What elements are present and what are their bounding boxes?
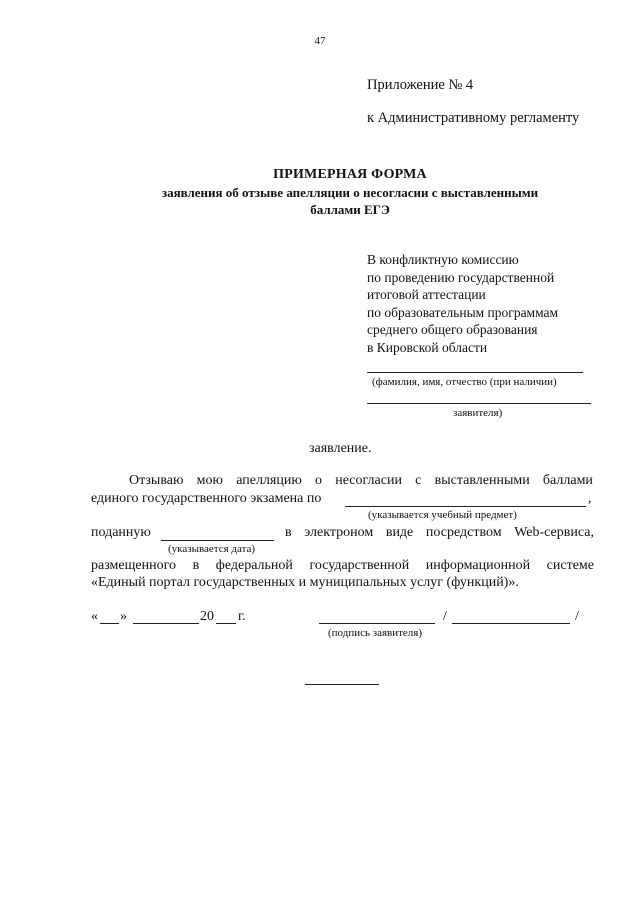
form-subtitle-line2: баллами ЕГЭ xyxy=(310,202,390,217)
body-line-2-comma: , xyxy=(588,491,592,506)
year-field[interactable] xyxy=(216,623,236,624)
date-caption: (указывается дата) xyxy=(168,543,256,555)
body-word: в xyxy=(192,558,200,573)
body-word: апелляцию xyxy=(236,473,302,488)
appendix-label: Приложение № 4 xyxy=(367,77,474,93)
body-word: баллами xyxy=(542,473,593,488)
body-word: Web-сервиса, xyxy=(514,525,594,540)
statement-heading: заявление. xyxy=(309,441,372,456)
signature-field[interactable] xyxy=(319,623,435,624)
applicant-name-field-2[interactable] xyxy=(367,403,591,404)
body-word: в xyxy=(285,525,292,540)
form-subtitle-line1: заявления об отзыве апелляции о несогласии с выставленными xyxy=(161,185,539,200)
body-word: выставленными xyxy=(434,473,530,488)
body-word: с xyxy=(415,473,422,488)
body-word: несогласии xyxy=(335,473,402,488)
subject-field[interactable] xyxy=(345,506,586,507)
addressee-line: итоговой аттестации xyxy=(367,287,486,303)
body-line-2-start: единого государственного экзамена по xyxy=(91,491,322,506)
body-word: федеральной xyxy=(215,558,293,573)
body-line-3 xyxy=(285,525,594,541)
body-word: системе xyxy=(546,558,594,573)
body-word: размещенного xyxy=(91,558,176,573)
addressee-line: В конфликтную комиссию xyxy=(367,252,519,267)
addressee-line: по проведению государственной xyxy=(367,269,555,285)
addressee-line: по образовательным программам xyxy=(367,304,559,320)
day-field[interactable] xyxy=(100,623,119,624)
subject-caption: (указывается учебный предмет) xyxy=(368,509,517,521)
body-word: посредством xyxy=(425,525,502,540)
year-prefix: 20 xyxy=(200,609,214,624)
body-word: государственной xyxy=(309,558,410,573)
month-field[interactable] xyxy=(133,623,199,624)
body-word: информационной xyxy=(425,558,531,573)
addressee-block xyxy=(367,251,558,357)
applicant-name-field[interactable] xyxy=(367,372,583,373)
page-number: 47 xyxy=(314,35,326,47)
regulation-reference: к Административному регламенту xyxy=(367,110,580,126)
body-word: мою xyxy=(196,473,223,488)
signature-slash-2: / xyxy=(575,609,579,624)
addressee-line: в Кировской области xyxy=(367,339,488,355)
addressee-line: среднего общего образования xyxy=(367,322,538,338)
date-open-quote: « xyxy=(91,609,98,624)
end-separator-line xyxy=(305,684,379,685)
signature-caption: (подпись заявителя) xyxy=(328,627,423,639)
applicant-name-caption: (фамилия, имя, отчество (при наличии) xyxy=(372,376,557,388)
body-line-1 xyxy=(129,473,593,489)
date-close-quote: » xyxy=(120,609,127,624)
signature-transcript-field[interactable] xyxy=(452,623,570,624)
year-suffix: г. xyxy=(238,609,246,624)
body-line-5: «Единый портал государственных и муниципальных услуг (функций)». xyxy=(91,575,519,590)
form-title: ПРИМЕРНАЯ ФОРМА xyxy=(273,167,427,182)
body-word: Отзываю xyxy=(129,473,184,488)
body-word: виде xyxy=(385,525,414,540)
body-line-4 xyxy=(91,558,594,574)
applicant-caption: заявителя) xyxy=(453,407,503,419)
body-line-3-start: поданную xyxy=(91,525,151,540)
body-word: о xyxy=(315,473,323,488)
date-field[interactable] xyxy=(161,540,274,541)
signature-slash-1: / xyxy=(443,609,447,624)
body-word: электроном xyxy=(304,525,374,540)
